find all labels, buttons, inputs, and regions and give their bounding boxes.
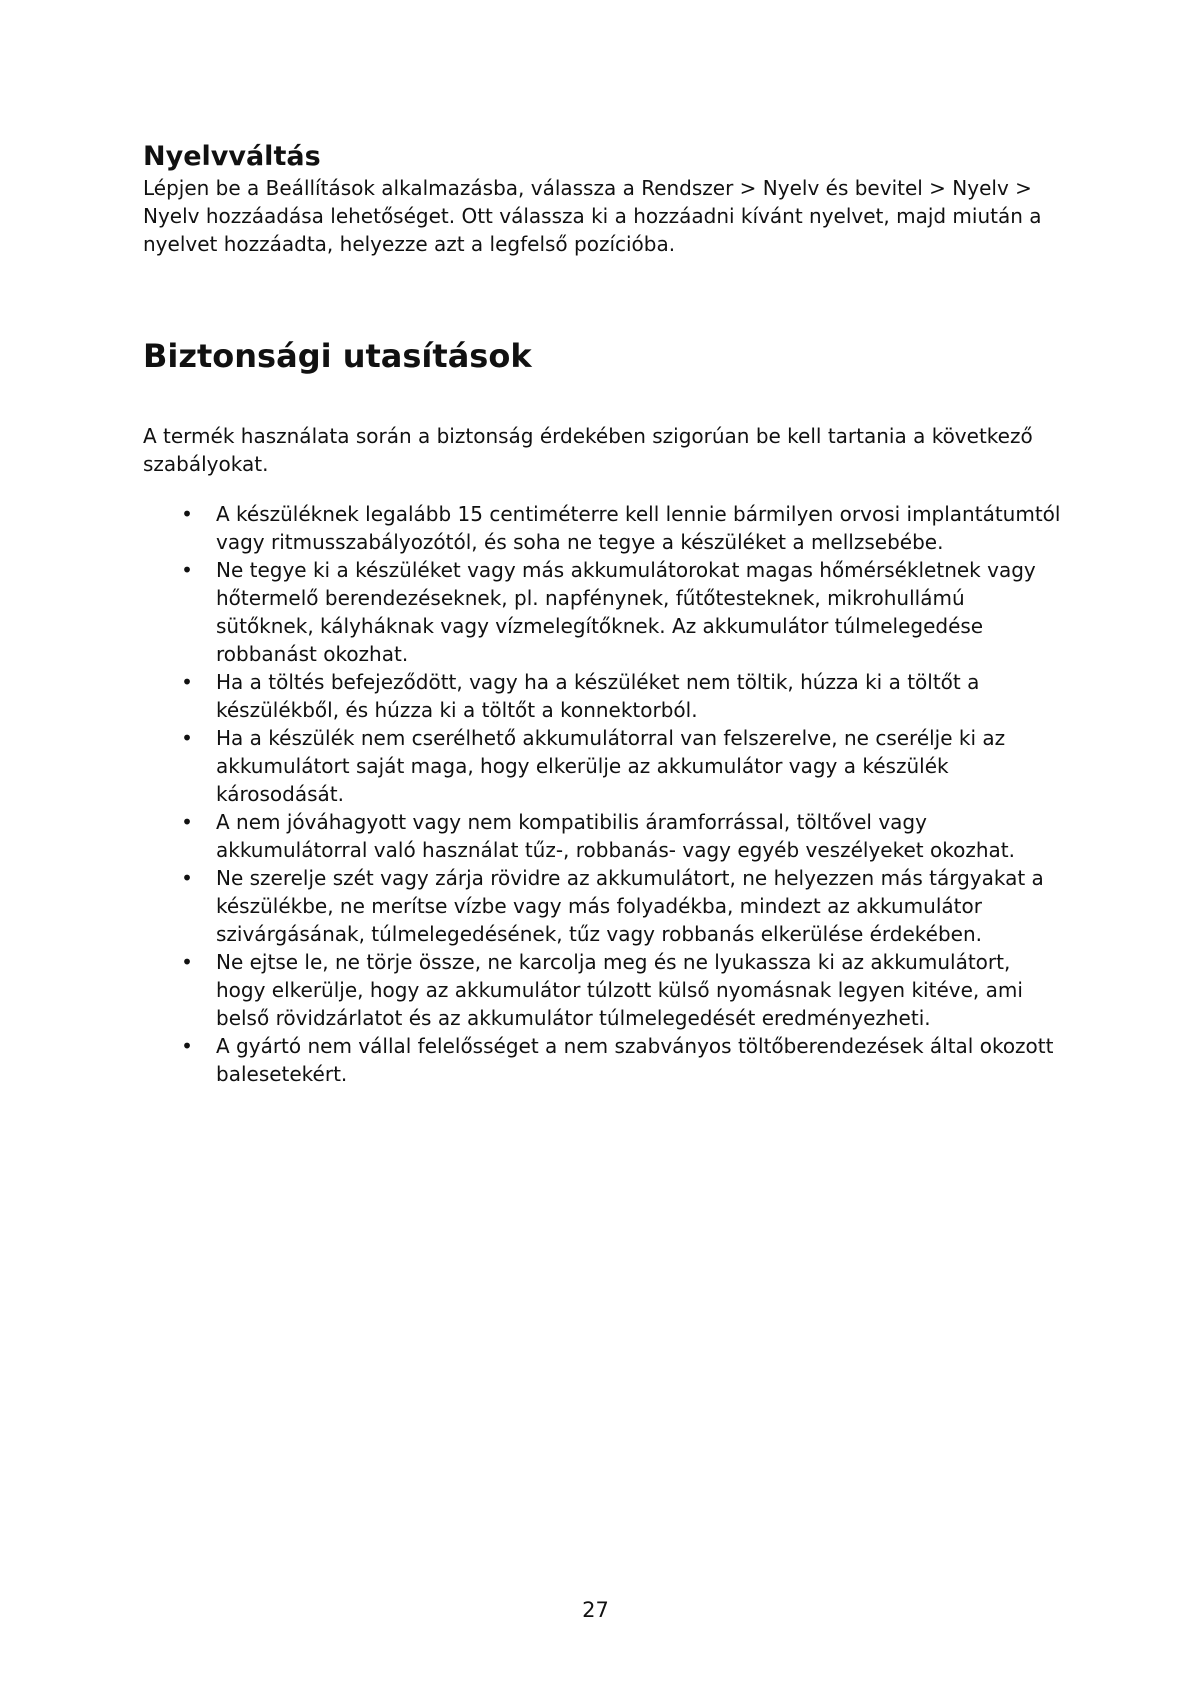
bullet-icon: • bbox=[181, 866, 193, 890]
safety-item-text: Ha a töltés befejeződött, vagy ha a készüléket nem töltik, húzza ki a töltőt a készülékből, és húzza ki a töltőt a konnektorból. bbox=[216, 670, 980, 722]
safety-instructions-heading: Biztonsági utasítások bbox=[143, 337, 532, 375]
bullet-icon: • bbox=[181, 726, 193, 750]
page-number: 27 bbox=[582, 1598, 609, 1622]
safety-intro-paragraph: A termék használata során a biztonság érdekében szigorúan be kell tartania a következő szabályokat. bbox=[143, 424, 1033, 476]
safety-item-text: Ne szerelje szét vagy zárja rövidre az akkumulátort, ne helyezzen más tárgyakat a készülékbe, ne merítse vízbe vagy más folyadékba, mindezt az akkumulátor szivárgásának, túlmelegedésének, tűz vagy robbanás elkerülése érdekében. bbox=[216, 866, 1044, 946]
language-change-paragraph: Lépjen be a Beállítások alkalmazásba, válassza a Rendszer > Nyelv és bevitel > Nyelv > Nyelv hozzáadása lehetőséget. Ott válassza ki a hozzáadni kívánt nyelvet, majd miután a nyelvet hozzáadta, helyezze azt a legfelső pozícióba. bbox=[143, 176, 1042, 256]
safety-list-item bbox=[143, 1032, 1063, 1088]
bullet-icon: • bbox=[181, 950, 193, 974]
safety-list-item bbox=[143, 724, 1063, 808]
safety-item-text: Ne tegye ki a készüléket vagy más akkumulátorokat magas hőmérsékletnek vagy hőtermelő berendezéseknek, pl. napfénynek, fűtőtesteknek, mikrohullámú sütőknek, kályháknak vagy vízmelegítőknek. Az akkumulátor túlmelegedése robbanást okozhat. bbox=[216, 558, 1036, 666]
bullet-icon: • bbox=[181, 1034, 193, 1058]
bullet-icon: • bbox=[181, 502, 193, 526]
safety-item-text: A készüléknek legalább 15 centiméterre kell lennie bármilyen orvosi implantátumtól vagy ritmusszabályozótól, és soha ne tegye a készüléket a mellzsebébe. bbox=[216, 502, 1061, 554]
safety-list-item bbox=[143, 864, 1063, 948]
page-content bbox=[143, 140, 1063, 1088]
safety-list-item bbox=[143, 556, 1063, 668]
safety-list-item bbox=[143, 948, 1063, 1032]
safety-item-text: A gyártó nem vállal felelősséget a nem szabványos töltőberendezések által okozott balesetekért. bbox=[216, 1034, 1054, 1086]
safety-item-text: Ha a készülék nem cserélhető akkumulátorral van felszerelve, ne cserélje ki az akkumulátort saját maga, hogy elkerülje az akkumulátor vagy a készülék károsodását. bbox=[216, 726, 1006, 806]
bullet-icon: • bbox=[181, 670, 193, 694]
safety-list-item bbox=[143, 500, 1063, 556]
safety-item-text: A nem jóváhagyott vagy nem kompatibilis áramforrással, töltővel vagy akkumulátorral való használat tűz-, robbanás- vagy egyéb veszélyeket okozhat. bbox=[216, 810, 1015, 862]
bullet-icon: • bbox=[181, 558, 193, 582]
safety-item-text: Ne ejtse le, ne törje össze, ne karcolja meg és ne lyukassza ki az akkumulátort, hogy elkerülje, hogy az akkumulátor túlzott külső nyomásnak legyen kitéve, ami belső rövidzárlatot és az akkumulátor túlmelegedését eredményezheti. bbox=[216, 950, 1023, 1030]
safety-bullet-list bbox=[143, 500, 1063, 1088]
safety-list-item bbox=[143, 808, 1063, 864]
language-change-heading: Nyelvváltás bbox=[143, 141, 321, 172]
bullet-icon: • bbox=[181, 810, 193, 834]
safety-list-item bbox=[143, 668, 1063, 724]
